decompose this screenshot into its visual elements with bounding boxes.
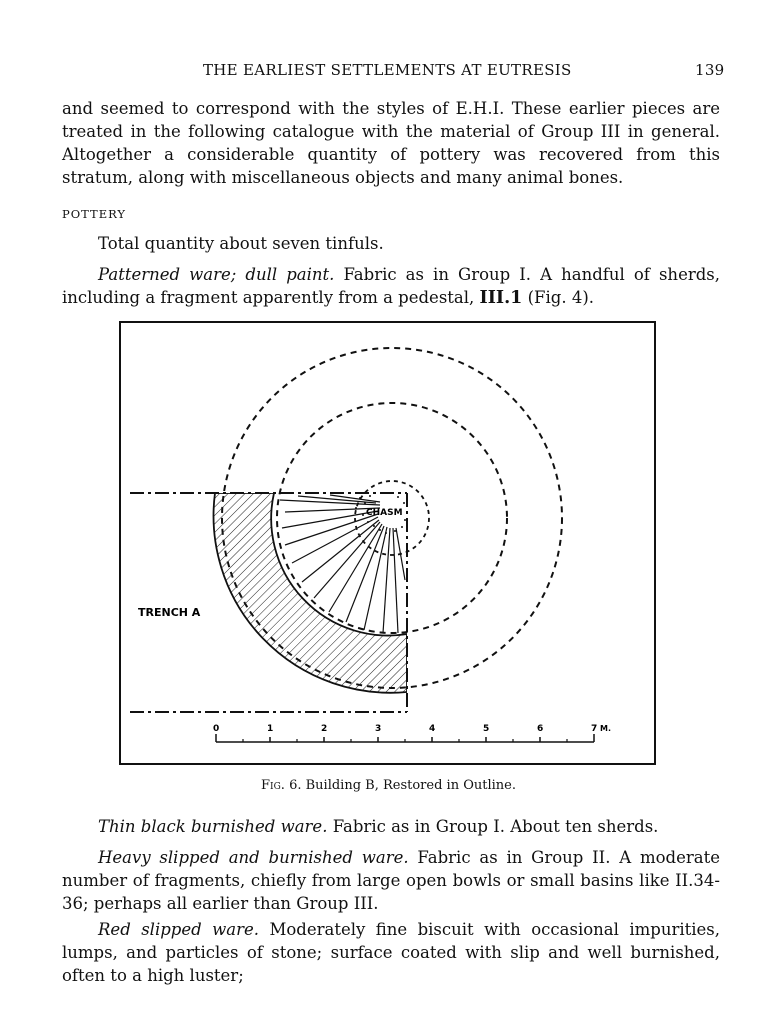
chasm-label: CHASM [366,508,403,518]
patterned-ware-text: Fabric as in Group I. A handful of sherds, including a fragment apparently from a pedestal, [62,265,720,307]
red-slipped-label: Red slipped ware. [98,920,259,939]
catalogue-reference: III.1 [479,288,523,308]
scale-tick-label: 2 [321,724,328,734]
red-slipped-text: Moderately fine biscuit with occasional impurities, lumps, and particles of stone; surface coated with slip and well burnished, often to a high luster; [62,920,721,985]
middle-circle-outline [277,403,507,633]
heavy-slipped-paragraph [62,846,720,915]
scale-tick-label: 1 [267,724,274,734]
red-slipped-paragraph [62,918,720,987]
page-number: 139 [695,61,725,79]
patterned-ware-label: Patterned ware; dull paint. [98,265,335,284]
scale-tick-label: 0 [213,724,220,734]
running-title: THE EARLIEST SETTLEMENTS AT EUTRESIS [203,61,572,79]
scale-tick-label: 6 [537,724,544,734]
thin-black-label: Thin black burnished ware. [98,817,328,836]
figure-frame [120,322,655,764]
figure-caption [0,778,777,793]
thin-black-text: Fabric as in Group I. About ten sherds. [332,817,659,836]
heavy-slipped-label: Heavy slipped and burnished ware. [98,848,409,867]
scale-tick-label: 4 [429,724,436,734]
scale-tick-label: 5 [483,724,490,734]
figure-reference: (Fig. 4). [527,288,595,307]
caption-fig-label: Fig. [261,778,285,793]
caption-fig-number: 6. [289,778,302,793]
scale-tick-label: 3 [375,724,382,734]
caption-text: Building B, Restored in Outline. [305,778,516,793]
intro-paragraph: and seemed to correspond with the styles of E.H.I. These earlier pieces are treated in the following catalogue with the material of Group III in general. Altogether a considerable quantity of pottery was recovered from this stratum, along with miscellaneous objects and many animal bones. [62,99,720,187]
scale-unit-label: M. [600,724,611,733]
heavy-slipped-text: Fabric as in Group II. A moderate number of fragments, chiefly from large open bowls or small basins like II.34-36; perhaps all earlier than Group III. [62,848,720,913]
trench-a-label: TRENCH A [138,606,201,619]
scale-tick-label: 7 [591,724,598,734]
section-heading-pottery: POTTERY [62,207,127,221]
quantity-paragraph: Total quantity about seven tinfuls. [98,234,384,253]
thin-black-paragraph [62,815,720,838]
